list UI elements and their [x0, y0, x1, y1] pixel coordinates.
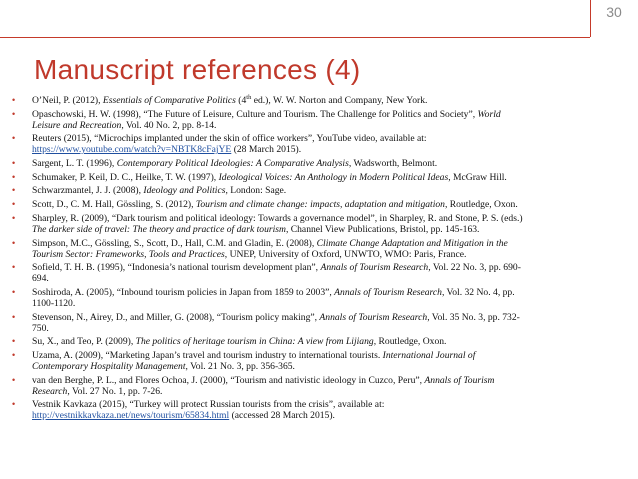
slide-title: Manuscript references (4) — [34, 54, 361, 85]
reference-italic-text: Contemporary Political Ideologies: A Comparative Analysis — [116, 158, 349, 170]
reference-italic-text: Climate Change Adaptation and Mitigation in the — [316, 237, 508, 249]
page-number: 30 — [606, 4, 622, 20]
reference-text: Sargent, L. T. (1996), — [32, 158, 117, 170]
reference-italic-text: International Journal of — [382, 349, 476, 361]
reference-line — [32, 144, 632, 155]
reference-line — [32, 323, 632, 334]
reference-text: ed.), W. W. Norton and Company, New York. — [251, 95, 428, 106]
reference-text: Simpson, M.C., Gössling, S., Scott, D., Hall, C.M. and Gladin, E. (2008), — [32, 237, 317, 249]
reference-text: , Routledge, Oxon. — [373, 336, 447, 348]
reference-text: Opaschowski, H. W. (1998), “The Future of Leisure, Culture and Tourism. The Challenge for Politics and Society”, — [32, 108, 478, 120]
reference-line — [32, 199, 632, 210]
reference-line — [32, 399, 632, 410]
reference-line — [32, 287, 632, 298]
reference-text: , Vol. 21 No. 3, pp. 356-365. — [185, 360, 295, 372]
reference-item — [12, 238, 632, 260]
reference-line — [32, 361, 632, 372]
reference-item — [12, 287, 632, 309]
reference-line — [32, 172, 632, 183]
reference-line — [32, 312, 632, 323]
reference-line — [32, 350, 632, 361]
reference-text: Su, X., and Teo, P. (2009), — [32, 336, 136, 348]
reference-italic-text: Leisure and Recreation — [32, 119, 122, 131]
reference-line — [32, 185, 632, 196]
reference-item — [12, 158, 632, 169]
reference-text: Schumaker, P. Keil, D. C., Heilke, T. W. (1997), — [32, 171, 219, 183]
reference-italic-text: Contemporary Hospitality Management — [32, 360, 186, 372]
reference-text: O’Neil, P. (2012), — [32, 95, 103, 106]
reference-text: Stevenson, N., Airey, D., and Miller, G. (2008), “Tourism policy making”, — [32, 311, 320, 323]
reference-italic-text: Ideology and Politics — [143, 185, 226, 197]
reference-text: , Channel View Publications, Bristol, pp. 145-163. — [285, 223, 480, 235]
reference-line — [32, 224, 632, 235]
reference-text: Schwarzmantel, J. J. (2008), — [32, 185, 144, 197]
reference-italic-text: Research — [32, 385, 68, 397]
reference-text: , McGraw Hill. — [448, 171, 507, 183]
reference-italic-text: Annals of Tourism Research — [319, 311, 428, 323]
reference-text: , London: Sage. — [225, 185, 287, 197]
reference-link[interactable]: http://vestnikkavkaza.net/news/tourism/65834.html — [32, 410, 230, 422]
reference-text: 1100-1120. — [32, 297, 76, 309]
reference-list — [12, 95, 632, 424]
reference-item — [12, 336, 632, 347]
reference-line — [32, 133, 632, 144]
reference-italic-text: Ideological Voices: An Anthology in Modern Political Ideas — [218, 171, 449, 183]
reference-text: Reuters (2015), “Microchips implanted under the skin of office workers”, YouTube video, available at: — [32, 133, 427, 145]
reference-line — [32, 120, 632, 131]
reference-italic-text: Tourism Sector: Frameworks, Tools and Practices — [32, 248, 225, 260]
reference-line — [32, 375, 632, 386]
reference-item — [12, 312, 632, 334]
reference-item — [12, 133, 632, 155]
reference-line — [32, 262, 632, 273]
reference-text: 694. — [32, 273, 49, 285]
reference-line — [32, 386, 632, 397]
reference-italic-text: The darker side of travel: The theory and practice of dark tourism — [32, 223, 286, 235]
reference-text: Soshiroda, A. (2005), “Inbound tourism policies in Japan from 1859 to 2003”, — [32, 286, 335, 298]
reference-text: 750. — [32, 322, 49, 334]
reference-italic-text: Tourism and climate change: impacts, adaptation and mitigation — [195, 199, 445, 211]
reference-italic-text: Annals of Tourism Research — [320, 262, 429, 274]
reference-item — [12, 185, 632, 196]
reference-item — [12, 375, 632, 397]
reference-line — [32, 95, 632, 106]
reference-line — [32, 273, 632, 284]
reference-line — [32, 336, 632, 347]
reference-italic-text: Essentials of Comparative Politics — [102, 95, 236, 106]
reference-text: , Wadsworth, Belmont. — [348, 158, 438, 170]
reference-text: van den Berghe, P. L., and Flores Ochoa, J. (2000), “Tourism and nativistic ideology in Cuzco, Peru”, — [32, 374, 425, 386]
reference-line — [32, 249, 632, 260]
reference-text: , Vol. 32 No. 4, pp. — [441, 286, 515, 298]
reference-text: Sofield, T. H. B. (1995), “Indonesia’s national tourism development plan”, — [32, 262, 321, 274]
reference-text: , Vol. 27 No. 1, pp. 7-26. — [67, 385, 163, 397]
reference-item — [12, 109, 632, 131]
reference-text: (28 March 2015). — [231, 144, 302, 156]
reference-line — [32, 298, 632, 309]
reference-item — [12, 350, 632, 372]
reference-text: , Vol. 40 No. 2, pp. 8-14. — [121, 119, 217, 131]
reference-italic-text: Annals of Tourism — [424, 374, 495, 386]
reference-italic-text: The politics of heritage tourism in China: A view from Lijiang — [135, 336, 374, 348]
reference-text: (4 — [235, 95, 247, 106]
reference-text: , Routledge, Oxon. — [444, 199, 518, 211]
reference-item — [12, 213, 632, 235]
reference-item — [12, 95, 632, 106]
reference-item — [12, 262, 632, 284]
header-rule — [0, 37, 590, 38]
reference-text: Vestnik Kavkaza (2015), “Turkey will protect Russian tourists from the crisis”, available at: — [32, 399, 385, 411]
reference-line — [32, 213, 632, 224]
reference-text: , Vol. 22 No. 3, pp. 690- — [428, 262, 521, 274]
reference-superscript: th — [246, 93, 252, 101]
reference-italic-text: Annals of Tourism Research — [334, 286, 442, 298]
reference-item — [12, 199, 632, 210]
reference-line — [32, 410, 632, 421]
reference-line — [32, 158, 632, 169]
reference-text: Sharpley, R. (2009), “Dark tourism and political ideology: Towards a governance model”, in Sharpley, R. and Stone, P. S. (eds.) — [32, 212, 523, 224]
reference-italic-text: World — [477, 108, 501, 120]
reference-text: , Vol. 35 No. 3, pp. 732- — [427, 311, 520, 323]
reference-item — [12, 399, 632, 421]
reference-line — [32, 109, 632, 120]
reference-text: Uzama, A. (2009), “Marketing Japan’s travel and tourism industry to international tourists. — [32, 349, 383, 361]
reference-text: , UNEP, University of Oxford, UNWTO, WMO: Paris, France. — [224, 248, 467, 260]
reference-link[interactable]: https://www.youtube.com/watch?v=NBTK8cFajYE — [32, 144, 232, 156]
reference-text: (accessed 28 March 2015). — [229, 410, 335, 422]
reference-item — [12, 172, 632, 183]
reference-line — [32, 238, 632, 249]
reference-text: Scott, D., C. M. Hall, Gössling, S. (2012), — [32, 199, 196, 211]
